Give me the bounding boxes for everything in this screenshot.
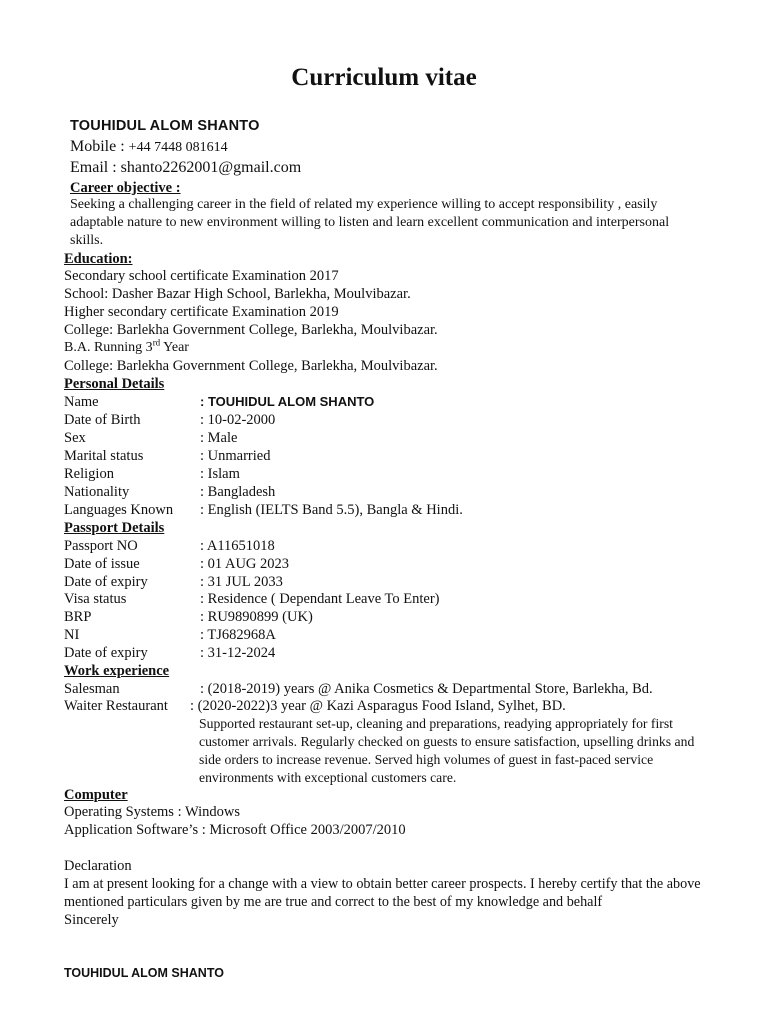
row-value: : Unmarried <box>200 448 271 464</box>
row-key: Date of expiry <box>64 645 148 661</box>
education-line: Secondary school certificate Examination 2017 <box>64 268 339 284</box>
row-value: : (2018-2019) years @ Anika Cosmetics & Departmental Store, Barlekha, Bd. <box>200 681 653 697</box>
declaration-closing: Sincerely <box>64 912 119 928</box>
row-key: Marital status <box>64 448 144 464</box>
row-value: : English (IELTS Band 5.5), Bangla & Hindi. <box>200 502 463 518</box>
work-experience-heading: Work experience <box>64 663 170 679</box>
education-ba-line <box>64 339 189 357</box>
row-key: NI <box>64 627 80 643</box>
education-line: College: Barlekha Government College, Barlekha, Moulvibazar. <box>64 358 438 374</box>
row-key: Religion <box>64 466 114 482</box>
declaration-heading: Declaration <box>64 858 132 874</box>
row-key: BRP <box>64 609 92 625</box>
passport-details-heading: Passport Details <box>64 520 165 536</box>
row-key: Waiter Restaurant <box>64 698 168 714</box>
row-key: Passport NO <box>64 538 138 554</box>
mobile-label: Mobile : <box>70 138 125 155</box>
row-value: : Residence ( Dependant Leave To Enter) <box>200 591 440 607</box>
education-line: Higher secondary certificate Examination 2019 <box>64 304 339 320</box>
computer-apps: Application Software’s : Microsoft Office 2003/2007/2010 <box>64 822 406 838</box>
education-line: College: Barlekha Government College, Barlekha, Moulvibazar. <box>64 322 438 338</box>
row-key: Date of issue <box>64 556 140 572</box>
row-key: Languages Known <box>64 502 174 518</box>
declaration-text: I am at present looking for a change with a view to obtain better career prospects. I hereby certify that the above mentioned particulars given by me are true and correct to the best of my knowledge and behalf <box>64 876 701 910</box>
row-value: : TOUHIDUL ALOM SHANTO <box>200 394 375 409</box>
row-key: Sex <box>64 430 86 446</box>
row-key: Salesman <box>64 681 120 697</box>
row-value: : TJ682968A <box>200 627 276 643</box>
ba-prefix: B.A. Running 3 <box>64 340 153 355</box>
row-value: : (2020-2022)3 year @ Kazi Asparagus Food Island, Sylhet, BD. <box>190 698 566 714</box>
row-value: : 31 JUL 2033 <box>200 574 283 590</box>
email-label: Email : <box>70 159 117 176</box>
row-value: : 01 AUG 2023 <box>200 556 290 572</box>
ba-suffix: Year <box>160 340 189 355</box>
candidate-name-heading: TOUHIDUL ALOM SHANTO <box>70 118 260 134</box>
row-value: : Islam <box>200 466 240 482</box>
row-key: Date of Birth <box>64 412 141 428</box>
education-heading: Education: <box>64 251 133 267</box>
education-line: School: Dasher Bazar High School, Barlekha, Moulvibazar. <box>64 286 411 302</box>
mobile-value: +44 7448 081614 <box>128 140 228 155</box>
footer-signature-name: TOUHIDUL ALOM SHANTO <box>64 966 224 980</box>
email-line <box>70 159 301 177</box>
mobile-line <box>70 138 228 157</box>
row-key: Name <box>64 394 99 410</box>
row-value: : 31-12-2024 <box>200 645 276 661</box>
row-value: : A11651018 <box>200 538 275 554</box>
career-objective-text: Seeking a challenging career in the field of related my experience willing to accept responsibility , easily adaptable nature to new environment willing to listen and learn excellent communication and interpersonal skills. <box>70 197 670 248</box>
row-key: Nationality <box>64 484 130 500</box>
row-value: : RU9890899 (UK) <box>200 609 313 625</box>
computer-os: Operating Systems : Windows <box>64 804 240 820</box>
computer-heading: Computer <box>64 787 128 803</box>
career-objective-heading: Career objective : <box>70 180 181 196</box>
row-key: Date of expiry <box>64 574 148 590</box>
row-value: : Bangladesh <box>200 484 276 500</box>
work-description: Supported restaurant set-up, cleaning and preparations, readying appropriately for first customer arrivals. Regularly checked on guests to ensure satisfaction, upselling drinks and side orders to increase revenue. Served high volumes of guest in fast-paced service environments with exceptional customers care. <box>199 716 695 785</box>
personal-details-heading: Personal Details <box>64 376 165 392</box>
row-value: : Male <box>200 430 238 446</box>
email-value: shanto2262001@gmail.com <box>120 159 302 176</box>
ba-sup: rd <box>152 337 161 348</box>
document-title: Curriculum vitae <box>291 64 477 91</box>
row-value: : 10-02-2000 <box>200 412 276 428</box>
row-key: Visa status <box>64 591 127 607</box>
